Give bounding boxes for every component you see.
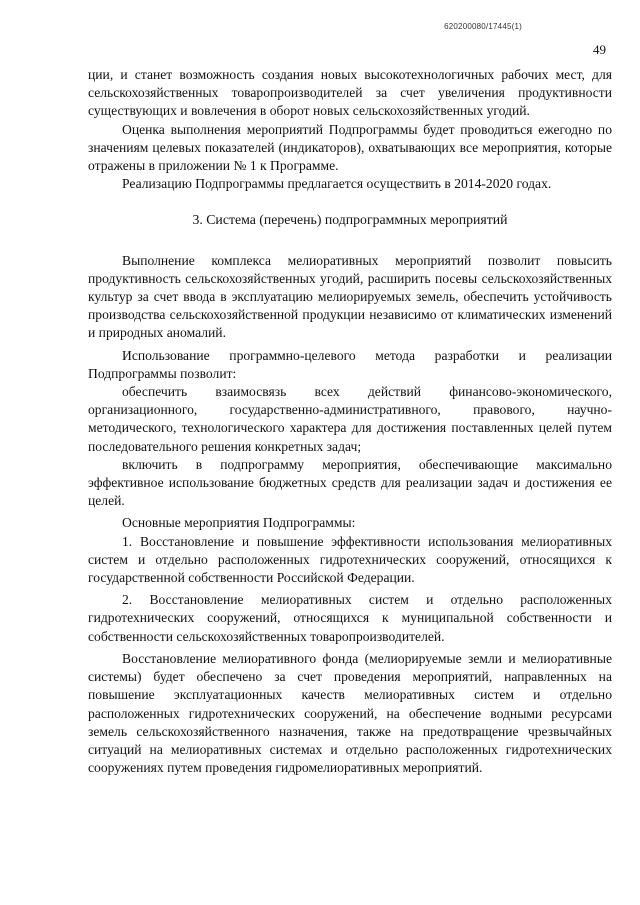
page-number: 49 (593, 42, 606, 57)
section-heading: 3. Система (перечень) подпрограммных мероприятий (192, 212, 508, 228)
paragraph-melioration-fund: Восстановление мелиоративного фонда (мелиорируемые земли и мелиоративные системы) будет обеспечено за счет проведения мероприятий, направленных на повышение эксплуатационных качеств мелиоративных систем и отдельно расположенных гидротехнических сооружений, на обеспечение водными ресурсами земель сельскохозяйственного назначения, также на предотвращение чрезвычайных ситуаций на мелиоративных системах и отдельно расположенных гидротехнических сооружениях путем проведения гидромелиоративных мероприятий. (88, 650, 612, 776)
paragraph-interconnection: обеспечить взаимосвязь всех действий финансово-экономического, организационного, государственно-административного, правового, научно-методического, технологического характера для достижения поставленных целей путем последовательного решения конкретных задач; (88, 384, 612, 454)
document-code: 620200080/17445(1) (444, 22, 522, 31)
list-item-federal-systems: 1. Восстановление и повышение эффективности использования мелиоративных систем и отдельно расположенных гидротехнических сооружений, относящихся к государственной собственности Российской Федерации. (88, 533, 612, 586)
list-item-municipal-systems: 2. Восстановление мелиоративных систем и отдельно расположенных гидротехнических сооружений, относящихся к муниципальной собственности и собственности сельскохозяйственных товаропроизводителей. (88, 592, 612, 644)
paragraph-program-method: Использование программно-целевого метода разработки и реализации Подпрограммы позволит: (88, 347, 612, 381)
page-body (88, 66, 612, 777)
paragraph-continuation: ции, и станет возможность создания новых высокотехнологичных рабочих мест, для сельскохозяйственных товаропроизводителей за счет увеличения продуктивности существующих и вовлечения в оборот новых сельскохозяйственных угодий. (88, 67, 612, 119)
paragraph-main-activities: Основные мероприятия Подпрограммы: (122, 515, 356, 531)
paragraph-evaluation: Оценка выполнения мероприятий Подпрограммы будет проводиться ежегодно по значениям целевых показателей (индикаторов), охватывающих все мероприятия, которые отражены в приложении № 1 к Программе. (88, 121, 612, 174)
paragraph-budget-efficiency: включить в подпрограмму мероприятия, обеспечивающие максимально эффективное использование бюджетных средств для реализации задач и достижения ее целей. (88, 456, 612, 509)
paragraph-timeline: Реализацию Подпрограммы предлагается осуществить в 2014-2020 годах. (122, 176, 552, 192)
paragraph-melioration-complex: Выполнение комплекса мелиоративных мероприятий позволит повысить продуктивность сельскохозяйственных угодий, расширить посевы сельскохозяйственных культур за счет ввода в эксплуатацию мелиорируемых земель, обеспечить устойчивость производства сельскохозяйственной продукции независимо от климатических изменений и природных аномалий. (88, 252, 612, 341)
